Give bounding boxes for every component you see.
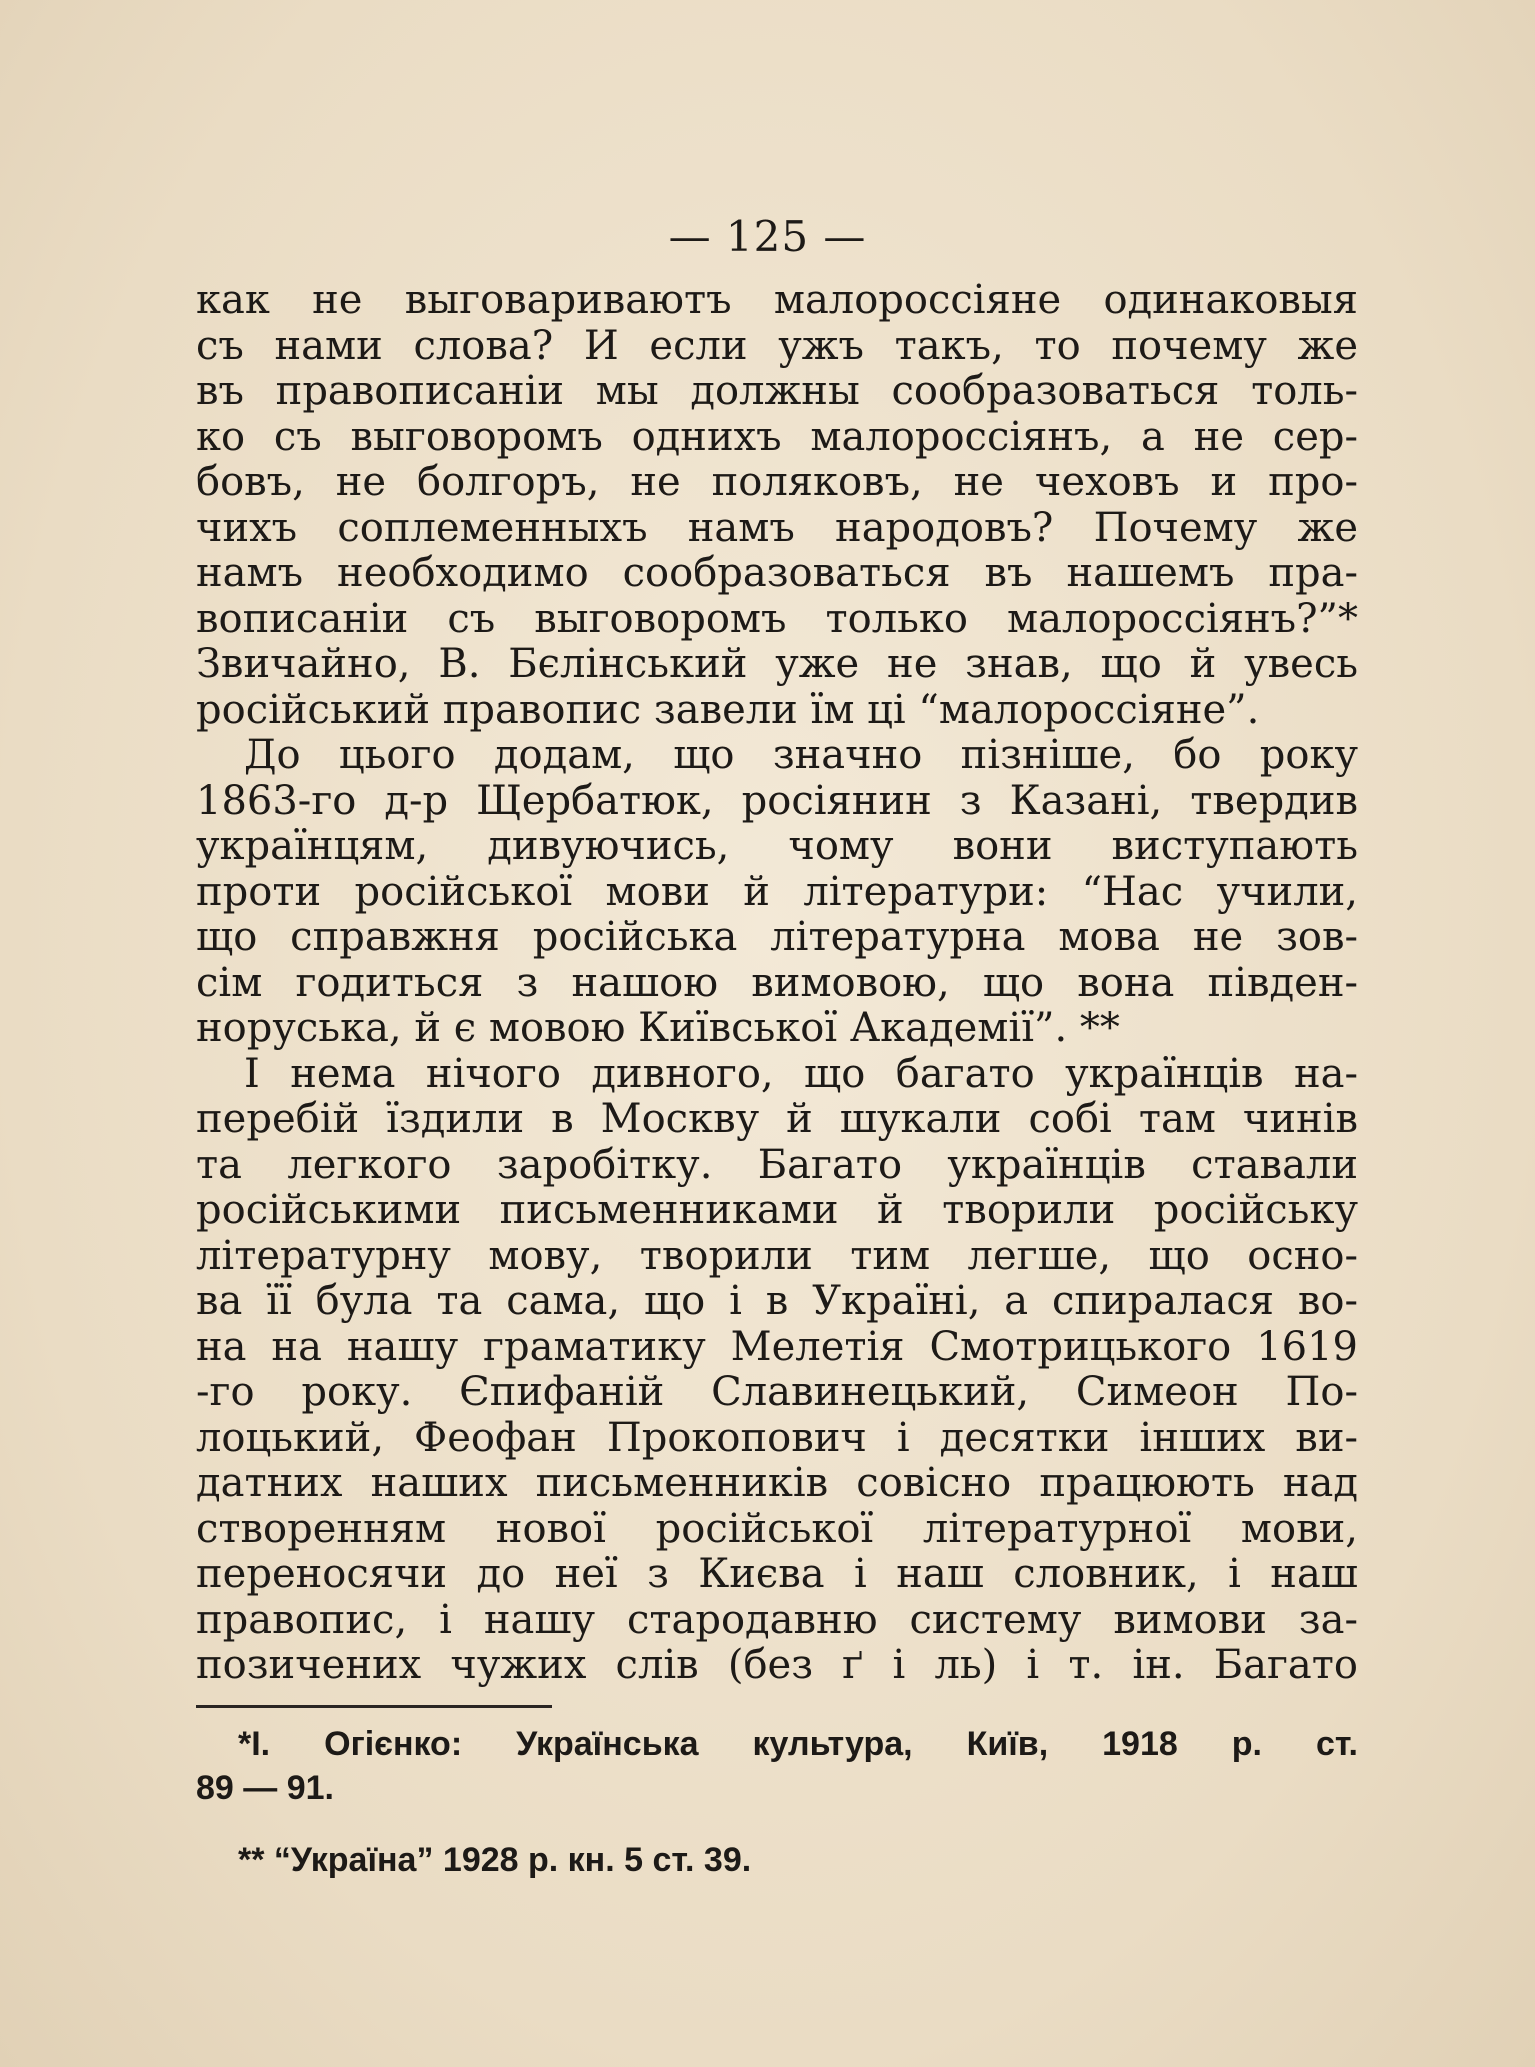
text-line: въ правописаніи мы должны сообразоваться толь-: [196, 368, 1358, 414]
footnote-1-continuation: 89 — 91.: [196, 1769, 334, 1807]
footnotes: [196, 1722, 1358, 1882]
text-line: 1863-го д-р Щербатюк, росіянин з Казані, твердив: [196, 777, 1358, 824]
paragraph-start-line: До цього додам, що значно пізніше, бо року: [244, 732, 1358, 778]
text-line: позичених чужих слів (без ґ і ль) і т. ін. Багато: [196, 1642, 1358, 1688]
text-line: російський правопис завели їм ці “малороссіяне”.: [196, 686, 1260, 733]
page-number: — 125 —: [668, 212, 867, 261]
text-line: ко съ выговоромъ однихъ малороссіянъ, а не сер-: [196, 413, 1358, 460]
text-line: лоцький, Феофан Прокопович і десятки інших ви-: [196, 1414, 1358, 1461]
text-line: переносячи до неї з Києва і наш словник, і наш: [196, 1551, 1358, 1597]
text-line: как не выговариваютъ малороссіяне одинаковыя: [196, 277, 1358, 323]
text-line: Звичайно, В. Бєлінський уже не знав, що й увесь: [196, 641, 1358, 687]
paragraph-start-line: І нема нічого дивного, що багато українців на-: [244, 1050, 1358, 1097]
footnote-2: ** “Україна” 1928 р. кн. 5 ст. 39.: [238, 1841, 752, 1879]
text-line: перебій їздили в Москву й шукали собі там чинів: [196, 1096, 1358, 1142]
text-line: літературну мову, творили тим легше, що осно-: [196, 1232, 1358, 1279]
text-line: що справжня російська літературна мова не зов-: [196, 914, 1358, 960]
footnote-divider: [196, 1705, 552, 1708]
text-line: датних наших письменників совісно працюють над: [196, 1460, 1358, 1506]
footnote-1: *І. Огієнко: Українська культура, Київ, 1918 р. ст.: [238, 1725, 1358, 1763]
text-line: намъ необходимо сообразоваться въ нашемъ пра-: [196, 550, 1358, 596]
text-line: ва її була та сама, що і в Україні, а спиралася во-: [196, 1278, 1358, 1324]
text-line: норуська, й є мовою Київської Академії”. **: [196, 1005, 1120, 1051]
text-line: -го року. Єпифаній Славинецький, Симеон По-: [196, 1369, 1358, 1415]
text-line: чихъ соплеменныхъ намъ народовъ? Почему же: [196, 504, 1358, 551]
text-line: російськими письменниками й творили російську: [196, 1187, 1358, 1233]
text-line: на на нашу граматику Мелетія Смотрицького 1619: [196, 1323, 1358, 1370]
text-line: сім годиться з нашою вимовою, що вона півден-: [196, 959, 1358, 1006]
text-line: вописаніи съ выговоромъ только малороссіянъ?”*: [196, 595, 1358, 642]
text-line: створенням нової російської літературної мови,: [196, 1505, 1358, 1552]
text-line: проти російської мови й літератури: “Нас учили,: [196, 868, 1358, 915]
text-line: правопис, і нашу стародавню систему вимови за-: [196, 1596, 1358, 1643]
text-line: та легкого заробітку. Багато українців ставали: [196, 1141, 1358, 1188]
text-line: українцям, дивуючись, чому вони виступають: [196, 823, 1358, 869]
footnote-spacer: [196, 1810, 1358, 1838]
main-text: [196, 278, 1358, 1689]
text-line: бовъ, не болгоръ, не поляковъ, не чеховъ и про-: [196, 459, 1358, 505]
text-line: съ нами слова? И если ужъ такъ, то почему же: [196, 322, 1358, 369]
